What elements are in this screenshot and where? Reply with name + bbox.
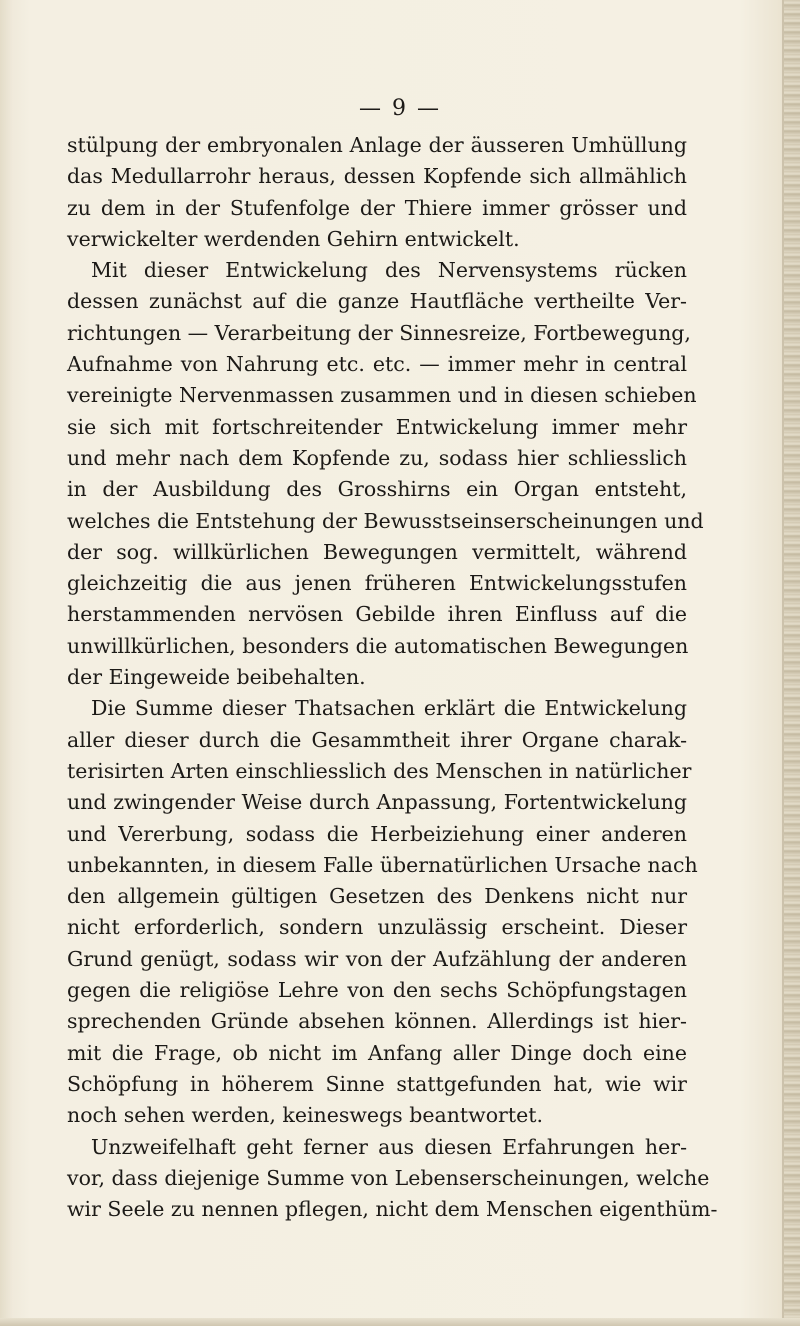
page-left-edge	[0, 0, 14, 1326]
text-line: verwickelter werdenden Gehirn entwickelt.	[67, 226, 520, 251]
text-line: unbekannten, in diesem Falle übernatürlichen Ursache nach	[67, 852, 698, 877]
page-bottom-edge	[0, 1318, 800, 1326]
page-right-edge	[784, 0, 800, 1326]
text-line: und mehr nach dem Kopfende zu, sodass hier schliesslich	[67, 445, 687, 470]
text-line: Die Summe dieser Thatsachen erklärt die Entwickelung	[91, 696, 687, 721]
text-line: vor, dass diejenige Summe von Lebenserscheinungen, welche	[67, 1165, 710, 1190]
text-line: Grund genügt, sodass wir von der Aufzählung der anderen	[67, 946, 687, 971]
text-line: unwillkürlichen, besonders die automatischen Bewegungen	[67, 633, 689, 658]
text-line: wir Seele zu nennen pflegen, nicht dem Menschen eigenthüm-	[67, 1197, 718, 1222]
text-line: welches die Entstehung der Bewusstseinserscheinungen und	[67, 508, 704, 533]
text-line: und zwingender Weise durch Anpassung, Fortentwickelung	[67, 790, 687, 815]
text-line: richtungen — Verarbeitung der Sinnesreize, Fortbewegung,	[67, 320, 691, 345]
page-number: — 9 —	[359, 96, 441, 121]
text-line: terisirten Arten einschliesslich des Menschen in natürlicher	[67, 758, 692, 783]
text-line: aller dieser durch die Gesammtheit ihrer Organe charak-	[67, 727, 687, 752]
text-line: sprechenden Gründe absehen können. Allerdings ist hier-	[67, 1009, 687, 1034]
text-line: Mit dieser Entwickelung des Nervensystems rücken	[91, 258, 687, 283]
text-line: gleichzeitig die aus jenen früheren Entwickelungsstufen	[67, 571, 687, 596]
text-line: vereinigte Nervenmassen zusammen und in diesen schieben	[67, 383, 697, 408]
text-line: gegen die religiöse Lehre von den sechs Schöpfungstagen	[67, 978, 687, 1003]
text-line: herstammenden nervösen Gebilde ihren Einfluss auf die	[67, 602, 687, 627]
text-line: in der Ausbildung des Grosshirns ein Organ entsteht,	[67, 477, 687, 502]
text-line: Unzweifelhaft geht ferner aus diesen Erfahrungen her-	[91, 1134, 687, 1159]
text-line: den allgemein gültigen Gesetzen des Denkens nicht nur	[67, 884, 687, 909]
body-text	[67, 130, 718, 1225]
text-line: und Vererbung, sodass die Herbeiziehung einer anderen	[67, 821, 687, 846]
text-line: der Eingeweide beibehalten.	[67, 665, 366, 690]
text-line: das Medullarrohr heraus, dessen Kopfende sich allmählich	[67, 164, 687, 189]
text-line: dessen zunächst auf die ganze Hautfläche vertheilte Ver-	[67, 289, 687, 314]
text-line: Schöpfung in höherem Sinne stattgefunden hat, wie wir	[67, 1071, 687, 1096]
text-line: mit die Frage, ob nicht im Anfang aller Dinge doch eine	[67, 1040, 687, 1065]
text-line: der sog. willkürlichen Bewegungen vermittelt, während	[67, 539, 687, 564]
text-line: zu dem in der Stufenfolge der Thiere immer grösser und	[67, 195, 687, 220]
text-line: Aufnahme von Nahrung etc. etc. — immer mehr in central	[67, 352, 687, 377]
text-line: nicht erforderlich, sondern unzulässig erscheint. Dieser	[67, 915, 687, 940]
text-line: stülpung der embryonalen Anlage der äusseren Umhüllung	[67, 133, 687, 157]
text-line: noch sehen werden, keineswegs beantwortet.	[67, 1103, 543, 1128]
text-line: sie sich mit fortschreitender Entwickelung immer mehr	[67, 414, 687, 439]
